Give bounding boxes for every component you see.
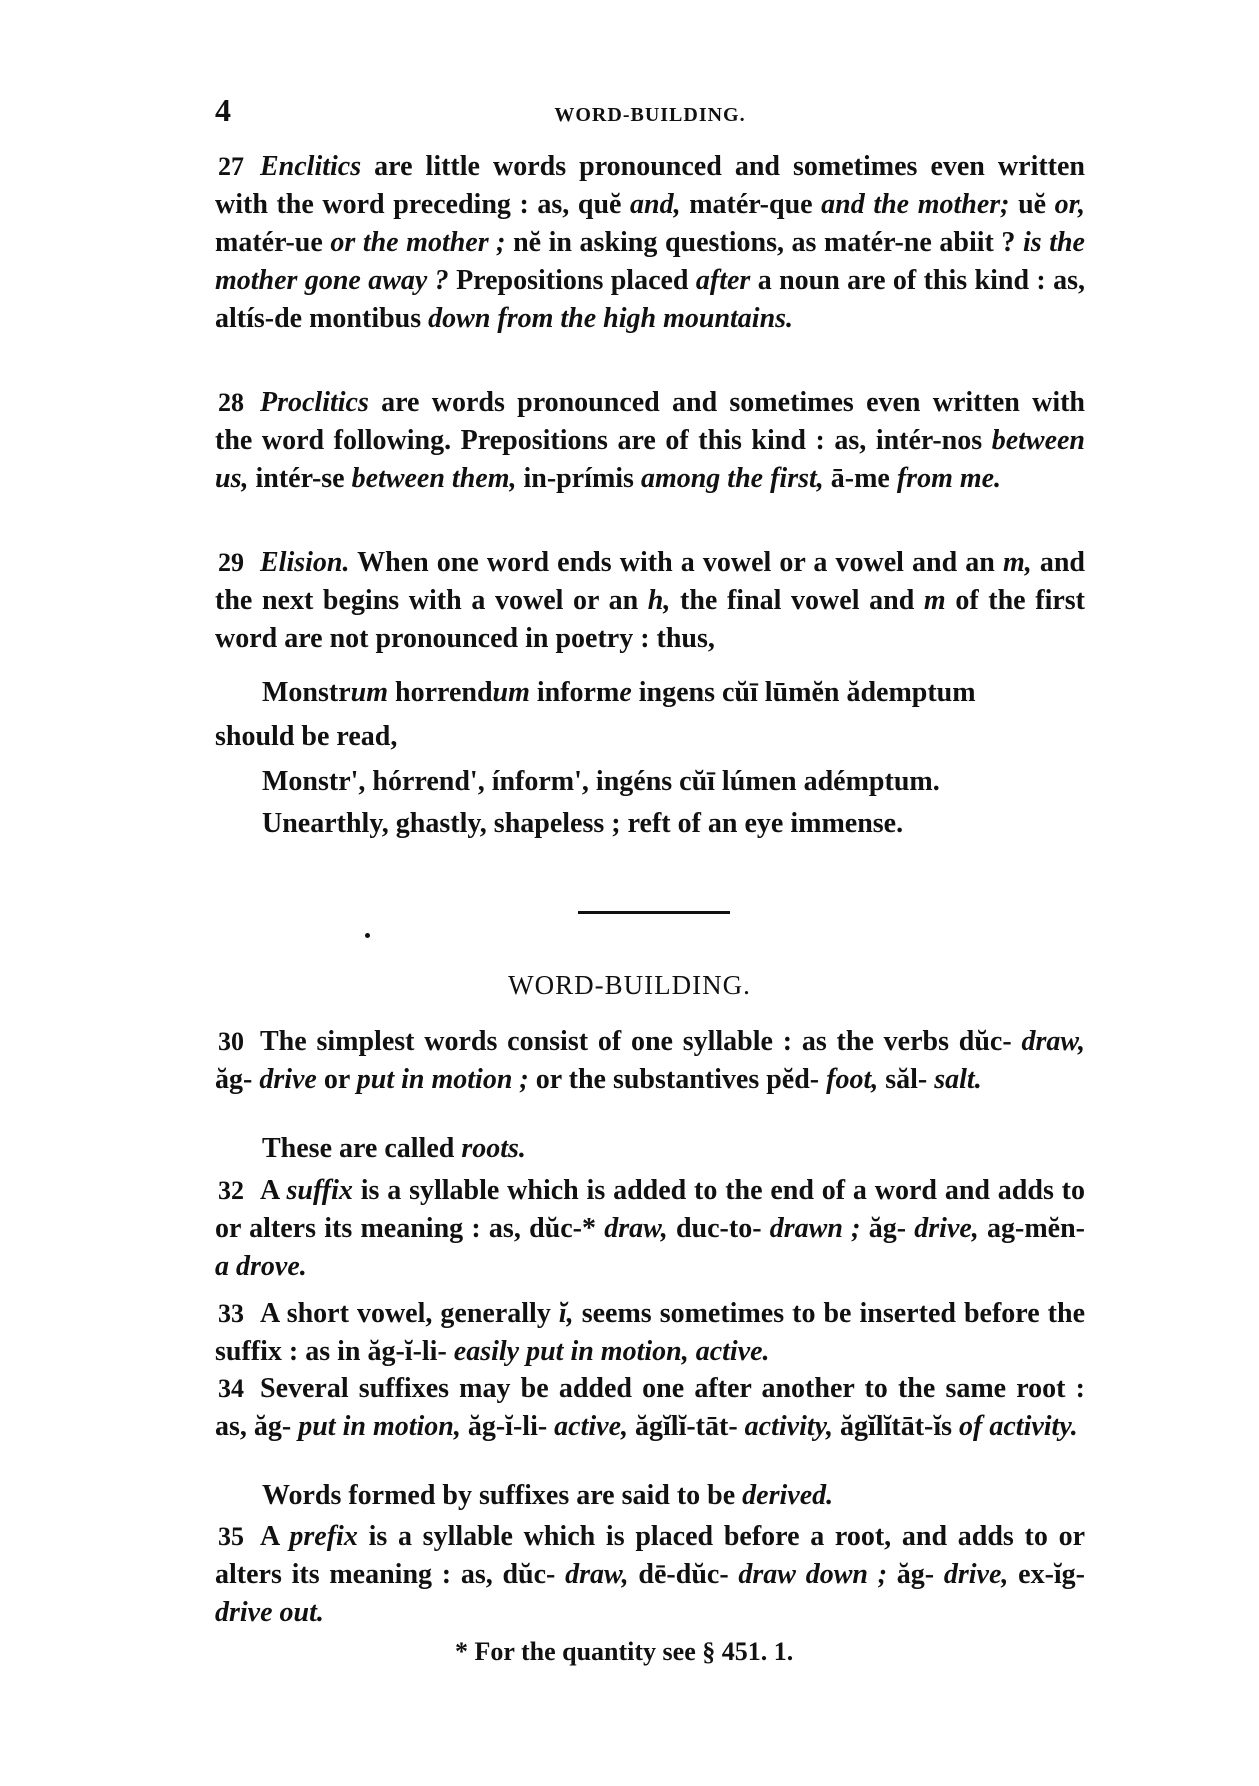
gloss: foot, xyxy=(826,1064,879,1095)
gloss: draw down ; xyxy=(738,1559,888,1590)
verse-line-3: Unearthly, ghastly, shapeless ; reft of an eye immense. xyxy=(262,808,904,839)
gloss: drive, xyxy=(943,1559,1009,1590)
term: Elision. xyxy=(260,547,350,578)
verse-line-2: Monstr', hórrend', ínform', ingéns cŭī lúmen adémptum. xyxy=(262,766,940,797)
section-title: WORD-BUILDING. xyxy=(508,970,751,1000)
text: dē-dŭc- xyxy=(628,1559,739,1590)
text: ag-mĕn- xyxy=(978,1213,1086,1244)
gloss: put in motion, xyxy=(298,1411,461,1442)
gloss: drawn ; xyxy=(769,1213,861,1244)
text: uĕ xyxy=(1009,189,1055,220)
footnote: * For the quantity see § 451. 1. xyxy=(455,1637,794,1666)
page-number: 4 xyxy=(215,92,231,128)
verse-line-1 xyxy=(262,677,976,709)
gloss: drive, xyxy=(914,1213,979,1244)
letter: ĭ, xyxy=(558,1298,574,1329)
text: Prepositions placed xyxy=(448,265,696,296)
text: Monstr xyxy=(262,677,351,708)
should-be-read: should be read, xyxy=(215,721,398,752)
term: roots. xyxy=(461,1133,526,1164)
elided: um xyxy=(350,677,389,708)
text: are words pronounced and sometimes even written with the word following. Prepositions are of this kind : as, intér-nos xyxy=(215,387,1085,456)
section-30 xyxy=(215,1023,1085,1099)
text: in-prímis xyxy=(516,463,641,494)
text: The simplest words consist of one syllable : as the verbs dŭc- xyxy=(260,1026,1022,1057)
section-divider xyxy=(578,911,730,914)
text: ăgĭlĭtāt-ĭs xyxy=(833,1411,960,1442)
text: A short vowel, generally xyxy=(260,1298,559,1329)
gloss: down from the high mountains. xyxy=(428,303,794,334)
letter: m, xyxy=(1002,547,1032,578)
text: or the substantives pĕd- xyxy=(528,1064,827,1095)
gloss: active, xyxy=(554,1411,629,1442)
gloss: draw, xyxy=(565,1559,629,1590)
text: nĕ in asking questions, as matér-ne abiit ? xyxy=(505,227,1023,258)
text: ā-me xyxy=(823,463,897,494)
gloss: or, xyxy=(1054,189,1086,220)
text: ăg- xyxy=(860,1213,915,1244)
text: is a syllable which is placed before a root, and adds to or alters its meaning : as, dŭc- xyxy=(215,1521,1085,1590)
gloss: between us, xyxy=(215,425,1085,494)
text: When one word ends with a vowel or a vowel and an xyxy=(349,547,1003,578)
text: ingens cŭī lūmĕn ădemptum xyxy=(631,677,976,708)
section-34 xyxy=(215,1370,1085,1446)
text: the final vowel and xyxy=(670,585,924,616)
gloss: and, xyxy=(630,189,681,220)
text: A xyxy=(260,1175,287,1206)
gloss: draw, xyxy=(1021,1026,1085,1057)
page-header xyxy=(215,92,1085,132)
section-27 xyxy=(215,148,1085,338)
section-number: 32 xyxy=(218,1176,244,1205)
gloss: between them, xyxy=(351,463,517,494)
gloss: draw, xyxy=(604,1213,668,1244)
gloss: easily put in motion, active. xyxy=(453,1336,770,1367)
section-number: 33 xyxy=(218,1299,244,1328)
section-33 xyxy=(215,1295,1085,1371)
section-number: 35 xyxy=(218,1522,244,1551)
section-29 xyxy=(215,544,1085,658)
gloss: of activity. xyxy=(959,1411,1078,1442)
gloss: salt. xyxy=(934,1064,982,1095)
gloss: drive xyxy=(259,1064,317,1095)
text: seems sometimes to be inserted before the suffix : as in ăg-ĭ-li- xyxy=(215,1298,1085,1367)
text: A xyxy=(260,1521,290,1552)
gloss: put in motion ; xyxy=(356,1064,529,1095)
section-number: 28 xyxy=(218,388,244,417)
text: Several suffixes may be added one after another to the same root : as, ăg- xyxy=(215,1373,1085,1442)
term: derived. xyxy=(742,1480,834,1511)
text: matér-ue xyxy=(215,227,331,258)
letter: h, xyxy=(647,585,671,616)
gloss: among the first, xyxy=(640,463,824,494)
section-35 xyxy=(215,1518,1085,1632)
text: or xyxy=(316,1064,357,1095)
gloss: drive out. xyxy=(215,1597,324,1628)
text: săl- xyxy=(878,1064,935,1095)
text: of the first word are not pronounced in poetry : thus, xyxy=(215,585,1085,654)
gloss: activity, xyxy=(744,1411,834,1442)
text: horrend xyxy=(388,677,493,708)
text: inform xyxy=(529,677,620,708)
letter: m xyxy=(923,585,946,616)
gloss: and the mother; xyxy=(821,189,1010,220)
text: are little words pronounced and sometimes even written with the word preceding : as, quĕ xyxy=(215,151,1085,220)
term: Proclitics xyxy=(260,387,369,418)
text: ăgĭlĭ-tāt- xyxy=(628,1411,745,1442)
text: intér-se xyxy=(248,463,352,494)
text: ăg- xyxy=(215,1064,260,1095)
section-28 xyxy=(215,384,1085,498)
term: suffix xyxy=(286,1175,353,1206)
section-number: 27 xyxy=(218,152,244,181)
text: duc-to- xyxy=(667,1213,770,1244)
derived-line xyxy=(262,1480,833,1512)
section-number: 29 xyxy=(218,548,244,577)
running-head: WORD-BUILDING. xyxy=(554,104,746,126)
text: Words formed by suffixes are said to be xyxy=(262,1480,743,1511)
elided: um xyxy=(492,677,530,708)
gloss: is the mother gone away ? xyxy=(215,227,1085,296)
section-32 xyxy=(215,1172,1085,1286)
gloss: from me. xyxy=(896,463,1002,494)
term: prefix xyxy=(289,1521,358,1552)
section-number: 34 xyxy=(218,1374,244,1403)
text: ăg- xyxy=(887,1559,944,1590)
term: Enclitics xyxy=(260,151,362,182)
gloss: or the mother ; xyxy=(330,227,506,258)
gloss: a drove. xyxy=(215,1251,307,1282)
gloss: after xyxy=(695,265,751,296)
printer-dot xyxy=(365,933,370,938)
text: matér-que xyxy=(680,189,822,220)
text: is a syllable which is added to the end of a word and adds to or alters its meaning : as, dŭc-* xyxy=(215,1175,1085,1244)
elided: e xyxy=(619,677,632,708)
text: a noun are of this kind : as, altís-de montibus xyxy=(215,265,1085,334)
section-number: 30 xyxy=(218,1027,244,1056)
roots-line xyxy=(262,1133,526,1165)
text: These are called xyxy=(262,1133,462,1164)
text: ex-ĭg- xyxy=(1008,1559,1085,1590)
text: and the next begins with a vowel or an xyxy=(215,547,1085,616)
text: ăg-ĭ-li- xyxy=(460,1411,555,1442)
